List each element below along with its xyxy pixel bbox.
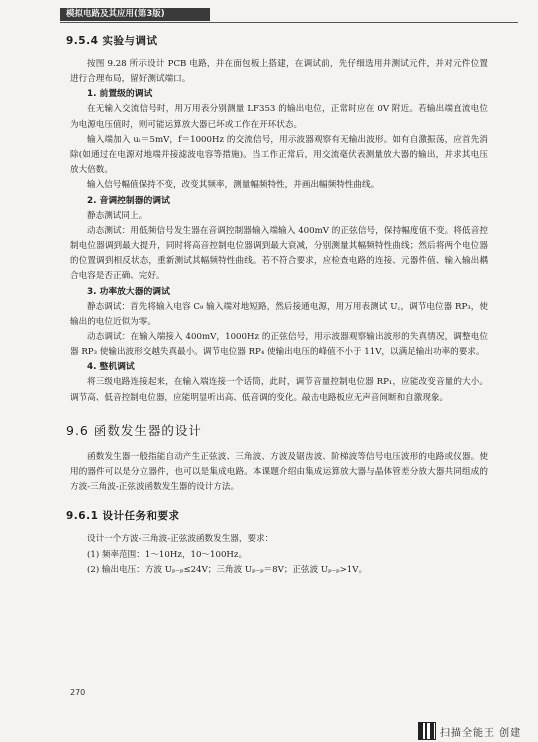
minor-heading-system-debug: 4. 整机调试: [87, 362, 135, 373]
paragraph: 输入信号幅值保持不变，改变其频率，测量幅频特性，并画出幅频特性曲线。: [87, 180, 380, 191]
paragraph: 静态测试同上。: [87, 210, 148, 221]
subsection-heading-9-5-4: 9.5.4 实验与调试: [66, 35, 158, 47]
minor-heading-tone-control-debug: 2. 音调控制器的调试: [87, 195, 170, 206]
paragraph: 函数发生器一般指能自动产生正弦波、三角波、方波及锯齿波、阶梯波等信号电压波形的电路或仪器。使用的器件可以是分立器件，也可以是集成电路。本课题介绍由集成运算放大器与晶体管差分放大器共同组成的方波-三角波-正弦波函数发生器的设计方法。: [70, 451, 488, 493]
book-title: 模拟电路及其应用(第3版): [60, 8, 210, 21]
watermark-text: 扫描全能王 创建: [440, 727, 522, 739]
page-number: 270: [70, 688, 86, 697]
paragraph: 静态调试：首先将输入电容 C₉ 输入端对地短路，然后接通电源，用万用表测试 U꜀，调节电位器 RP₃，使输出的电位近似为零。: [70, 301, 488, 327]
running-header: [60, 8, 518, 23]
paragraph: 动态测试：用低频信号发生器在音调控制器输入端输入 400mV 的正弦信号，保持幅度值不变。将低音控制电位器调到最大提升，同时将高音控制电位器调到最大衰减，分别测量其幅频特性曲线；然后将两个电位器的位置调到相反状态，重新测试其幅频特性曲线。若不符合要求，应检查电路的连接、元器件值、输入输出耦合电容是否正确、完好。: [70, 225, 488, 282]
requirement-item: (1) 频率范围：1～10Hz，10～100Hz。: [87, 549, 248, 560]
section-heading-9-6: 9.6 函数发生器的设计: [66, 422, 202, 438]
subsection-heading-9-6-1: 9.6.1 设计任务和要求: [66, 510, 180, 523]
paragraph: 在无输入交流信号时，用万用表分别测量 LF353 的输出电位，正常时应在 0V 附近。若输出端直流电位为电源电压值时，则可能运算放大器已坏或工作在开环状态。: [70, 104, 488, 130]
requirement-item: (2) 输出电压：方波 Uₚ₋ₚ≤24V；三角波 Uₚ₋ₚ＝8V；正弦波 Uₚ₋ₚ>1V。: [87, 564, 368, 575]
minor-heading-preamp-debug: 1. 前置级的调试: [87, 89, 153, 100]
paragraph: 将三级电路连接起来，在输入端连接一个话筒，此时，调节音量控制电位器 RP₁，应能改变音量的大小。调节高、低音控制电位器，应能明显听出高、低音调的变化。敲击电路板应无声音间断和自激现象。: [70, 377, 488, 403]
paragraph: 动态调试：在输入端接入 400mV，1000Hz 的正弦信号，用示波器观察输出波形的失真情况，调整电位器 RP₃ 使输出波形交越失真最小。调节电位器 RP₄ 使输出电压的峰值不小于 11V，以满足输出功率的要求。: [70, 332, 488, 358]
paragraph: 输入端加入 uᵢ＝5mV，f＝1000Hz 的交流信号，用示波器观察有无输出波形。如有自激振荡，应首先消除(如通过在电源对地端并接滤波电容等措施)。当工作正常后，用交流毫伏表测量放大器的输出，并求其电压放大倍数。: [70, 134, 488, 176]
scanner-watermark: [418, 720, 538, 742]
paragraph: 按图 9.28 所示设计 PCB 电路，并在面包板上搭建，在调试前，先仔细选用并测试元件，并对元件位置进行合理布局，留好测试端口。: [70, 59, 488, 85]
qr-code-icon: [418, 722, 436, 740]
minor-heading-power-amp-debug: 3. 功率放大器的调试: [87, 286, 170, 297]
paragraph: 设计一个方波-三角波-正弦波函数发生器，要求：: [87, 534, 274, 545]
page-body: [66, 34, 488, 578]
